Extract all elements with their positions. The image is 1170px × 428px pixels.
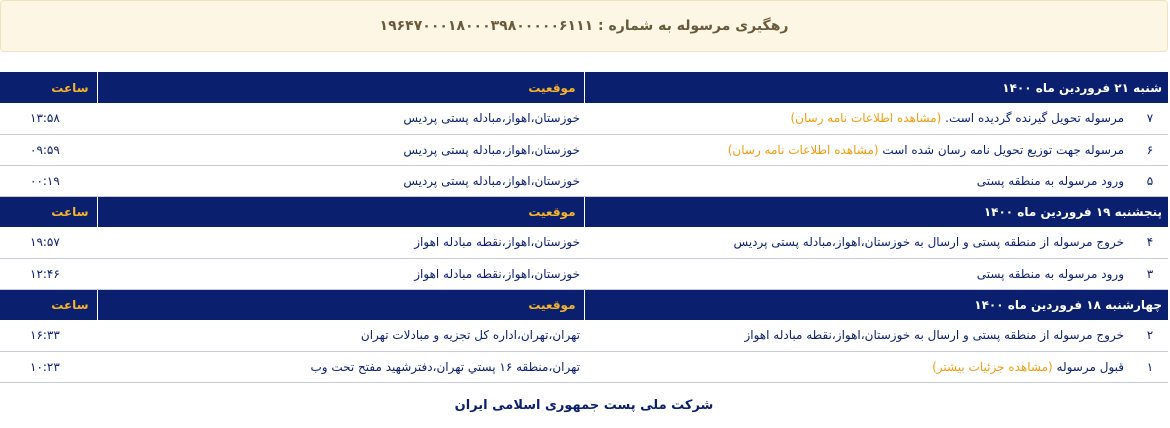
table-row xyxy=(0,320,1168,351)
event-number: ۱ xyxy=(1132,351,1168,382)
event-text: ورود مرسوله به منطقه پستی xyxy=(976,173,1124,188)
group-date: شنبه ۲۱ فروردین ماه ۱۴۰۰ xyxy=(584,72,1168,103)
event-text: خروج مرسوله از منطقه پستی و ارسال به خوزستان،اهواز،نقطه مبادله اهواز xyxy=(744,328,1124,343)
event-location: خوزستان،اهواز،مبادله پستی پردیس xyxy=(97,103,584,134)
event-location: خوزستان،اهواز،نقطه مبادله اهواز xyxy=(97,258,584,289)
table-row xyxy=(0,165,1168,196)
event-description xyxy=(584,351,1132,382)
group-date: چهارشنبه ۱۸ فروردین ماه ۱۴۰۰ xyxy=(584,289,1168,320)
event-number: ۴ xyxy=(1132,227,1168,258)
event-text: خروج مرسوله از منطقه پستی و ارسال به خوزستان،اهواز،مبادله پستی پردیس xyxy=(733,235,1124,250)
group-date: پنجشنبه ۱۹ فروردین ماه ۱۴۰۰ xyxy=(584,196,1168,227)
event-description xyxy=(584,258,1132,289)
event-location: تهران،تهران،اداره کل تجزیه و مبادلات تهران xyxy=(97,320,584,351)
event-time: ۱۹:۵۷ xyxy=(0,227,97,258)
table-row xyxy=(0,227,1168,258)
view-carrier-link[interactable]: (مشاهده اطلاعات نامه رسان) xyxy=(727,142,879,157)
footer-text: شرکت ملی پست جمهوری اسلامی ایران xyxy=(454,398,714,413)
event-number: ۲ xyxy=(1132,320,1168,351)
time-header: ساعت xyxy=(0,289,97,320)
location-header: موقعیت xyxy=(97,196,584,227)
tracking-header xyxy=(0,0,1168,52)
event-time: ۱۳:۵۸ xyxy=(0,103,97,134)
event-time: ۱۲:۴۶ xyxy=(0,258,97,289)
tracking-table xyxy=(0,72,1168,383)
event-description xyxy=(584,103,1132,134)
event-text: مرسوله جهت توزیع تحویل نامه رسان شده است xyxy=(882,142,1124,157)
event-number: ۶ xyxy=(1132,134,1168,165)
event-text: ورود مرسوله به منطقه پستی xyxy=(976,266,1124,281)
event-location: خوزستان،اهواز،مبادله پستی پردیس xyxy=(97,165,584,196)
table-row xyxy=(0,351,1168,382)
event-location: تهران،منطقه ۱۶ پستي تهران،دفترشهید مفتح تحت وب xyxy=(97,351,584,382)
event-time: ۰۰:۱۹ xyxy=(0,165,97,196)
event-time: ۱۰:۲۳ xyxy=(0,351,97,382)
event-number: ۷ xyxy=(1132,103,1168,134)
event-description xyxy=(584,227,1132,258)
tracking-title: رهگیری مرسوله به شماره : ۱۹۶۴۷۰۰۰۱۸۰۰۰۳۹۸۰۰۰۰۰۶۱۱۱ xyxy=(379,18,789,34)
event-description xyxy=(584,165,1132,196)
time-header: ساعت xyxy=(0,196,97,227)
location-header: موقعیت xyxy=(97,289,584,320)
event-time: ۰۹:۵۹ xyxy=(0,134,97,165)
event-text: قبول مرسوله xyxy=(1056,359,1124,374)
event-number: ۵ xyxy=(1132,165,1168,196)
table-row xyxy=(0,103,1168,134)
event-location: خوزستان،اهواز،نقطه مبادله اهواز xyxy=(97,227,584,258)
group-header xyxy=(0,289,1168,320)
footer xyxy=(0,398,1168,413)
event-text: مرسوله تحویل گیرنده گردیده است. xyxy=(945,111,1124,126)
table-row xyxy=(0,258,1168,289)
event-time: ۱۶:۳۳ xyxy=(0,320,97,351)
group-header xyxy=(0,72,1168,103)
event-location: خوزستان،اهواز،مبادله پستی پردیس xyxy=(97,134,584,165)
event-description xyxy=(584,134,1132,165)
time-header: ساعت xyxy=(0,72,97,103)
group-header xyxy=(0,196,1168,227)
event-number: ۳ xyxy=(1132,258,1168,289)
location-header: موقعیت xyxy=(97,72,584,103)
table-row xyxy=(0,134,1168,165)
event-description xyxy=(584,320,1132,351)
view-carrier-link[interactable]: (مشاهده اطلاعات نامه رسان) xyxy=(790,111,942,126)
view-details-link[interactable]: (مشاهده جزئیات بیشتر) xyxy=(932,359,1053,374)
